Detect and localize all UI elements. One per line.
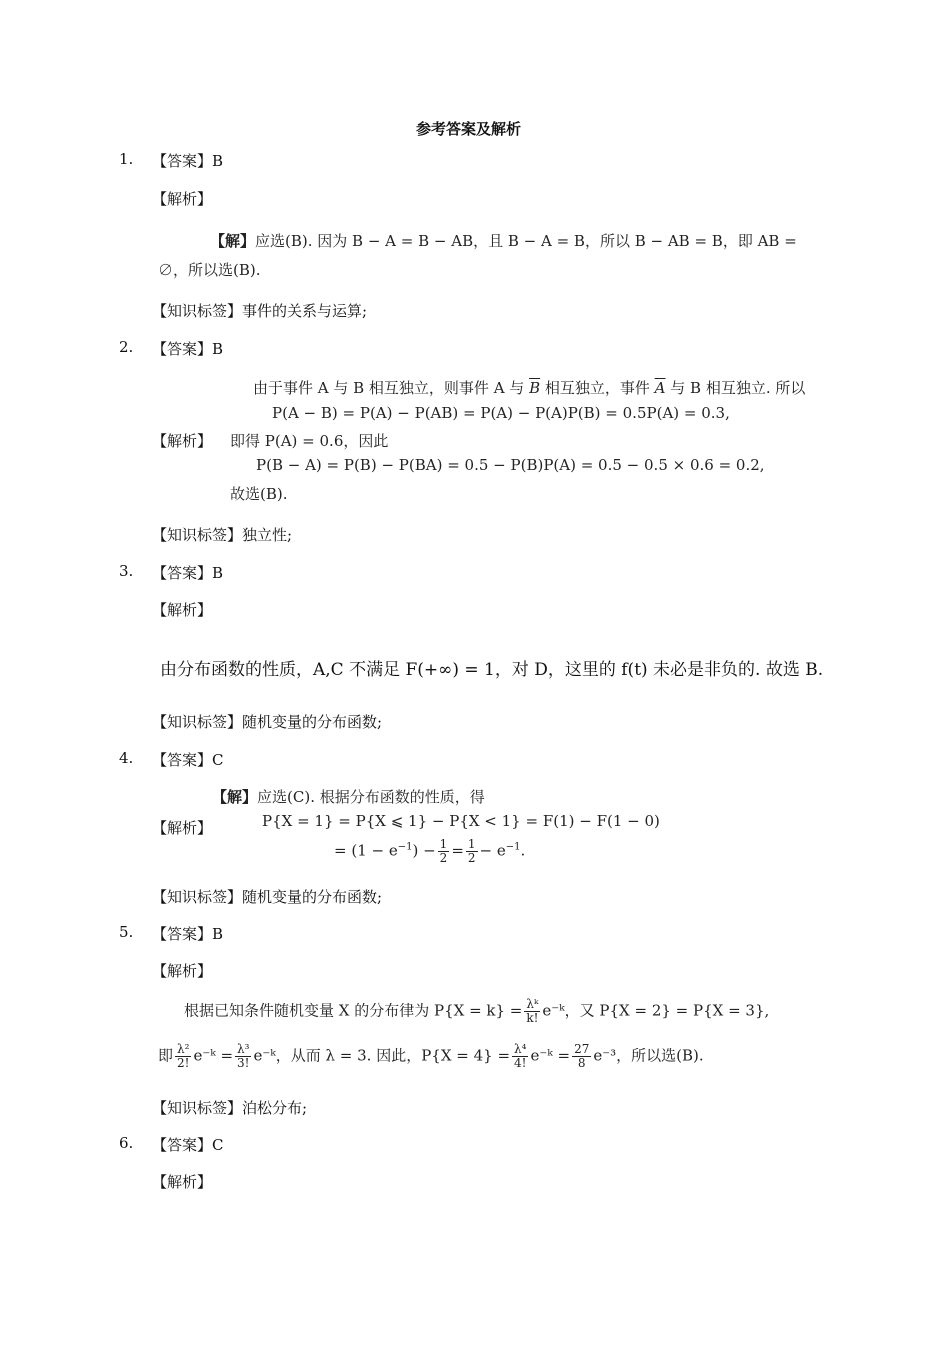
answer-label: 【答案】 xyxy=(152,340,213,358)
question-number: 4. xyxy=(119,749,134,767)
solution-line: 根据已知条件随机变量 X 的分布律为 P{X = k} = $\frac{\text{λᵏ}}{k!}$ e⁻ᵏ，又 P{X = 2} = P{X = 3}, xyxy=(184,997,770,1025)
fraction: $\frac{27}{8}$ xyxy=(574,1042,590,1070)
analysis-label: 【解析】 xyxy=(152,601,213,619)
analysis-label: 【解析】 xyxy=(152,190,213,208)
question-number: 1. xyxy=(119,150,134,168)
solution-line: 由分布函数的性质，A,C 不满足 F(+∞) = 1，对 D，这里的 f(t) 未必是非负的. 故选 B. xyxy=(160,660,824,680)
tag-label: 【知识标签】 xyxy=(152,713,243,731)
tag-line xyxy=(152,1097,307,1118)
tag-line xyxy=(152,300,367,321)
tag-value: 泊松分布; xyxy=(242,1099,308,1117)
answer-value: B xyxy=(212,340,224,358)
answer-label: 【答案】 xyxy=(152,152,213,170)
tag-value: 随机变量的分布函数; xyxy=(242,888,383,906)
answer-label: 【答案】 xyxy=(152,564,213,582)
answer-line xyxy=(152,923,223,944)
answer-line xyxy=(152,749,224,770)
tag-line xyxy=(152,524,292,545)
tag-value: 事件的关系与运算; xyxy=(242,302,368,320)
complement-b: $\overline{B}$ xyxy=(529,379,541,397)
question-number: 6. xyxy=(119,1134,134,1152)
answer-line xyxy=(152,562,223,583)
tag-value: 独立性; xyxy=(242,526,293,544)
fraction: $\frac{\text{λ⁴}}{4!}$ xyxy=(514,1042,527,1070)
tag-label: 【知识标签】 xyxy=(152,888,243,906)
answer-value: C xyxy=(212,1136,224,1154)
tag-label: 【知识标签】 xyxy=(152,302,243,320)
solution-line: P{X = 1} = P{X ⩽ 1} − P{X < 1} = F(1) − F(1 − 0) xyxy=(262,812,660,830)
solution-text: 应选(B). 因为 B − A = B − AB，且 B − A = B，所以 B − AB = B，即 AB = xyxy=(255,232,797,250)
solution-line: 故选(B). xyxy=(230,485,288,503)
solution-line: 即得 P(A) = 0.6，因此 xyxy=(230,432,389,450)
fraction: $\frac{1}{2}$ xyxy=(439,837,448,865)
question-number: 3. xyxy=(119,562,134,580)
analysis-label: 【解析】 xyxy=(152,1173,213,1191)
analysis-label: 【解析】 xyxy=(152,432,213,450)
fraction: $\frac{\text{λ²}}{2!}$ xyxy=(176,1042,190,1070)
solution-line: = $(1 - e^{-1})$ − $\frac{1}{2}$ = $\frac{1}{2}$ − $e^{-1}$. xyxy=(334,837,526,865)
answer-label: 【答案】 xyxy=(152,751,213,769)
solve-label: 【解】 xyxy=(210,232,256,250)
answer-value: C xyxy=(212,751,224,769)
tag-line xyxy=(152,711,382,732)
page-title: 参考答案及解析 xyxy=(416,120,522,138)
solution-line: 由于事件 A 与 B 相互独立，则事件 A 与 $\overline{B}$ 相互独立，事件 $\overline{A}$ 与 B 相互独立. 所以 xyxy=(253,379,806,397)
answer-label: 【答案】 xyxy=(152,1136,213,1154)
solution-line: P(B − A) = P(B) − P(BA) = 0.5 − P(B)P(A) = 0.5 − 0.5 × 0.6 = 0.2, xyxy=(256,456,765,474)
answer-line xyxy=(152,150,223,171)
fraction: $\frac{\text{λᵏ}}{k!}$ xyxy=(526,997,539,1025)
analysis-label: 【解析】 xyxy=(152,819,213,837)
tag-line xyxy=(152,886,382,907)
complement-a: $\overline{A}$ xyxy=(654,379,666,397)
solve-label: 【解】 xyxy=(212,788,258,806)
fraction: $\frac{1}{2}$ xyxy=(467,837,476,865)
tag-value: 随机变量的分布函数; xyxy=(242,713,383,731)
answer-value: B xyxy=(212,152,224,170)
solution-line: 【解】应选(C). 根据分布函数的性质，得 xyxy=(212,788,485,806)
answer-value: B xyxy=(212,925,224,943)
analysis-label: 【解析】 xyxy=(152,962,213,980)
tag-label: 【知识标签】 xyxy=(152,1099,243,1117)
answer-line xyxy=(152,1134,224,1155)
question-number: 5. xyxy=(119,923,134,941)
answer-label: 【答案】 xyxy=(152,925,213,943)
fraction: $\frac{\text{λ³}}{3!}$ xyxy=(237,1042,250,1070)
solution-line xyxy=(210,230,797,251)
question-number: 2. xyxy=(119,338,134,356)
answer-value: B xyxy=(212,564,224,582)
tag-label: 【知识标签】 xyxy=(152,526,243,544)
answer-line xyxy=(152,338,223,359)
solution-line: P(A − B) = P(A) − P(AB) = P(A) − P(A)P(B) = 0.5P(A) = 0.3, xyxy=(272,404,730,422)
solution-line: 即 $\frac{\text{λ²}}{2!}$ e⁻ᵏ = $\frac{\text{λ³}}{3!}$ e⁻ᵏ，从而 λ = 3. 因此，P{X = 4} = $\frac{\text{λ⁴}}{4!}$ e⁻ᵏ = $\frac{27}{8}$ e⁻³，所以选(B). xyxy=(158,1042,704,1070)
solution-line: ∅，所以选(B). xyxy=(158,261,261,279)
